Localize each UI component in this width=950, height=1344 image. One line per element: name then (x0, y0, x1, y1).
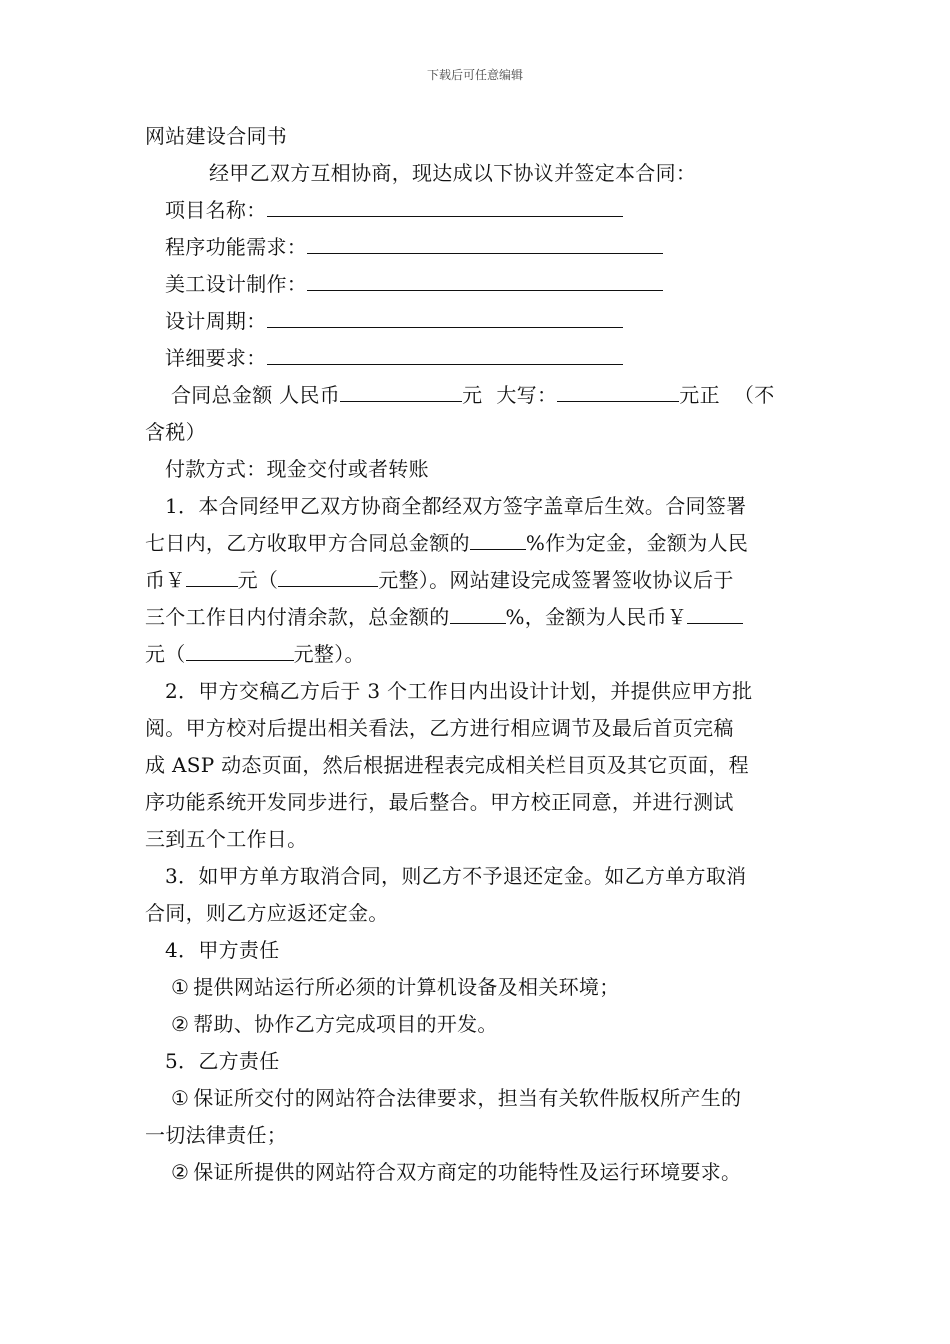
blank-line (267, 303, 623, 328)
circled-one-marker: ① (171, 1086, 190, 1110)
blank-line (307, 266, 663, 291)
amount-upper-label: 大写： (496, 383, 558, 407)
clause2-line1: 2．甲方交稿乙方后于 3 个工作日内出设计计划，并提供应甲方批 (165, 679, 753, 703)
clause-text: 币￥ (145, 568, 186, 592)
field-detail-requirements (165, 340, 807, 377)
clause-text: 元整）。 (293, 642, 365, 666)
payment-method: 付款方式：现金交付或者转账 (165, 457, 429, 481)
clause-text: 七日内，乙方收取甲方合同总金额的 (145, 531, 470, 555)
clause5-title: 5．乙方责任 (165, 1049, 280, 1073)
blank-line (557, 377, 679, 402)
field-label: 美工设计制作： (165, 272, 308, 296)
circled-two-marker: ② (171, 1012, 190, 1036)
blank-line (450, 599, 506, 624)
field-function-requirements (165, 229, 807, 266)
clause5-item-2 (171, 1154, 807, 1191)
blank-line (278, 562, 378, 587)
field-project-name (165, 192, 807, 229)
amount-tax-b: 含税） (145, 420, 206, 444)
amount-line (171, 377, 807, 414)
clause-text: 元（ (145, 642, 186, 666)
clause1-line4 (145, 599, 807, 636)
blank-line (470, 525, 526, 550)
blank-line (267, 340, 623, 365)
clause1-line5 (145, 636, 807, 673)
item-text: 保证所提供的网站符合双方商定的功能特性及运行环境要求。 (193, 1160, 742, 1184)
clause3-line2: 合同，则乙方应返还定金。 (145, 901, 389, 925)
clause-text: 元整）。网站建设完成签署签收协议后于 (378, 568, 734, 592)
clause-text: %作为定金，金额为人民 (525, 531, 749, 555)
contract-title: 网站建设合同书 (145, 124, 288, 148)
clause2-line2: 阅。甲方校对后提出相关看法，乙方进行相应调节及最后首页完稿 (145, 716, 734, 740)
blank-line (267, 192, 623, 217)
field-label: 项目名称： (165, 198, 267, 222)
item-text: 保证所交付的网站符合法律要求，担当有关软件版权所产生的 (193, 1086, 742, 1110)
blank-line (186, 562, 238, 587)
clause5-item-1-line1 (171, 1080, 807, 1117)
blank-line (340, 377, 462, 402)
clause4-item-2 (171, 1006, 807, 1043)
amount-label: 合同总金额 人民币 (171, 383, 341, 407)
clause2-line5: 三到五个工作日。 (145, 827, 308, 851)
clause-text: 元（ (237, 568, 279, 592)
clause4-item-1 (171, 969, 807, 1006)
blank-line (186, 636, 294, 661)
clause4-title: 4．甲方责任 (165, 938, 280, 962)
clause-text: 三个工作日内付清余款，总金额的 (145, 605, 450, 629)
clause3-line1: 3．如甲方单方取消合同，则乙方不予退还定金。如乙方单方取消 (165, 864, 747, 888)
field-design-period (165, 303, 807, 340)
field-label: 详细要求： (165, 346, 267, 370)
clause2-line3: 成 ASP 动态页面，然后根据进程表完成相关栏目页及其它页面，程 (145, 753, 749, 777)
item-text: 帮助、协作乙方完成项目的开发。 (193, 1012, 498, 1036)
contract-intro: 经甲乙双方互相协商，现达成以下协议并签定本合同： (209, 161, 697, 185)
clause-text: %，金额为人民币￥ (505, 605, 688, 629)
item-text: 提供网站运行所必须的计算机设备及相关环境； (193, 975, 620, 999)
field-label: 程序功能需求： (165, 235, 308, 259)
contract-body (145, 118, 807, 1191)
amount-upper-unit: 元正 (679, 383, 720, 407)
amount-tax-a: （不 (733, 383, 775, 407)
clause1-line2 (145, 525, 807, 562)
field-art-design (165, 266, 807, 303)
amount-unit: 元 (462, 383, 483, 407)
blank-line (307, 229, 663, 254)
circled-two-marker: ② (171, 1160, 190, 1184)
page-header-note: 下载后可任意编辑 (426, 68, 523, 82)
field-label: 设计周期： (165, 309, 267, 333)
clause5-item-1-line2: 一切法律责任； (145, 1123, 288, 1147)
circled-one-marker: ① (171, 975, 190, 999)
blank-line (687, 599, 743, 624)
clause1-line3 (145, 562, 807, 599)
clause2-line4: 序功能系统开发同步进行，最后整合。甲方校正同意，并进行测试 (145, 790, 734, 814)
clause1-line1: 1．本合同经甲乙双方协商全都经双方签字盖章后生效。合同签署 (165, 494, 747, 518)
